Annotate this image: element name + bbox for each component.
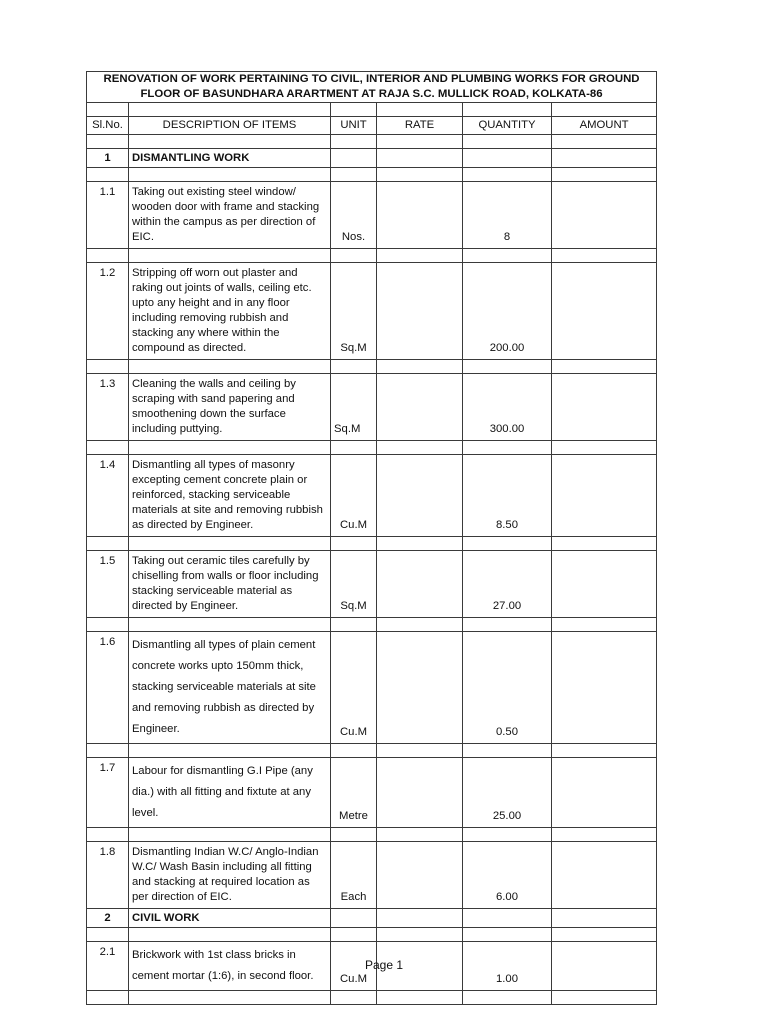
document-title: [87, 72, 657, 103]
header-rate: RATE: [377, 117, 463, 135]
item-unit: Nos.: [331, 182, 377, 249]
item-row-1-5: [87, 551, 657, 618]
spacer-row: [87, 249, 657, 263]
item-row-1-4: [87, 455, 657, 537]
header-description: DESCRIPTION OF ITEMS: [129, 117, 331, 135]
description-line: excepting cement concrete plain or: [132, 474, 308, 486]
section-row-civil: [87, 909, 657, 928]
spacer-row: [87, 537, 657, 551]
item-number: 1.4: [87, 455, 129, 537]
description-line: raking out joints of walls, ceiling etc.: [132, 282, 312, 294]
item-quantity: 200.00: [463, 263, 552, 360]
item-amount: [552, 182, 657, 249]
description-line: Labour for dismantling G.I Pipe (any: [132, 765, 313, 777]
description-line: Taking out ceramic tiles carefully by: [132, 555, 310, 567]
description-line: dia.) with all fitting and fixtute at any: [132, 786, 311, 798]
spacer-row: [87, 103, 657, 117]
item-amount: [552, 758, 657, 828]
description-line: as directed by Engineer.: [132, 519, 254, 531]
item-description: [129, 842, 331, 909]
description-line: materials at site and removing rubbish: [132, 504, 323, 516]
item-row-1-2: [87, 263, 657, 360]
bill-of-quantities-table: [86, 71, 657, 1005]
item-rate: [377, 551, 463, 618]
item-row-1-8: [87, 842, 657, 909]
spacer-row: [87, 991, 657, 1005]
spacer-row: [87, 135, 657, 149]
item-number: 1.7: [87, 758, 129, 828]
item-unit: Sq.M: [331, 551, 377, 618]
description-line: stacking serviceable material as: [132, 585, 293, 597]
item-number: 1.8: [87, 842, 129, 909]
section-title: CIVIL WORK: [129, 909, 331, 928]
item-number: 1.5: [87, 551, 129, 618]
item-rate: [377, 374, 463, 441]
item-row-1-7: [87, 758, 657, 828]
description-line: concrete works upto 150mm thick,: [132, 660, 304, 672]
spacer-row: [87, 618, 657, 632]
item-unit: Cu.M: [331, 455, 377, 537]
section-number: 1: [87, 149, 129, 168]
item-rate: [377, 263, 463, 360]
description-line: stacking any where within the: [132, 327, 280, 339]
description-line: reinforced, stacking serviceable: [132, 489, 291, 501]
description-line: within the campus as per direction of: [132, 216, 316, 228]
item-description: [129, 263, 331, 360]
description-line: smoothening down the surface: [132, 408, 286, 420]
title-line-2: FLOOR OF BASUNDHARA ARARTMENT AT RAJA S.C. MULLICK ROAD, KOLKATA-86: [140, 88, 603, 100]
description-line: Taking out existing steel window/: [132, 186, 296, 198]
item-description: [129, 632, 331, 744]
item-number: 1.2: [87, 263, 129, 360]
description-line: cement mortar (1:6), in second floor.: [132, 970, 314, 982]
item-quantity: 25.00: [463, 758, 552, 828]
item-description: [129, 551, 331, 618]
item-number: 1.3: [87, 374, 129, 441]
item-rate: [377, 455, 463, 537]
description-line: upto any height and in any floor: [132, 297, 290, 309]
spacer-row: [87, 168, 657, 182]
header-quantity: QUANTITY: [463, 117, 552, 135]
item-amount: [552, 263, 657, 360]
description-line: including removing rubbish and: [132, 312, 289, 324]
item-quantity: 27.00: [463, 551, 552, 618]
item-amount: [552, 374, 657, 441]
spacer-row: [87, 360, 657, 374]
header-slno: Sl.No.: [87, 117, 129, 135]
item-row-1-6: [87, 632, 657, 744]
item-amount: [552, 632, 657, 744]
description-line: Dismantling all types of masonry: [132, 459, 295, 471]
description-line: scraping with sand papering and: [132, 393, 295, 405]
item-row-1-3: [87, 374, 657, 441]
item-quantity: 300.00: [463, 374, 552, 441]
description-line: Dismantling all types of plain cement: [132, 639, 316, 651]
spacer-row: [87, 828, 657, 842]
item-number: 1.1: [87, 182, 129, 249]
header-amount: AMOUNT: [552, 117, 657, 135]
item-unit: Metre: [331, 758, 377, 828]
description-line: level.: [132, 807, 159, 819]
item-unit: Sq.M: [331, 263, 377, 360]
description-line: chiselling from walls or floor including: [132, 570, 319, 582]
item-rate: [377, 758, 463, 828]
description-line: W.C/ Wash Basin including all fitting: [132, 861, 312, 873]
item-description: [129, 455, 331, 537]
title-line-1: RENOVATION OF WORK PERTAINING TO CIVIL, INTERIOR AND PLUMBING WORKS FOR GROUND: [103, 73, 640, 85]
item-quantity: 1.00: [463, 942, 552, 991]
item-quantity: 8: [463, 182, 552, 249]
item-amount: [552, 842, 657, 909]
description-line: Engineer.: [132, 723, 180, 735]
header-unit: UNIT: [331, 117, 377, 135]
item-number: 1.6: [87, 632, 129, 744]
description-line: Brickwork with 1st class bricks in: [132, 949, 296, 961]
item-description: [129, 758, 331, 828]
item-quantity: 6.00: [463, 842, 552, 909]
description-line: compound as directed.: [132, 342, 247, 354]
item-rate: [377, 182, 463, 249]
item-unit: Cu.M: [331, 942, 377, 991]
item-unit: Sq.M: [331, 374, 377, 441]
section-number: 2: [87, 909, 129, 928]
spacer-row: [87, 928, 657, 942]
item-row-1-1: [87, 182, 657, 249]
item-amount: [552, 455, 657, 537]
description-line: Stripping off worn out plaster and: [132, 267, 298, 279]
description-line: per direction of EIC.: [132, 891, 232, 903]
description-line: and removing rubbish as directed by: [132, 702, 315, 714]
description-line: stacking serviceable materials at site: [132, 681, 316, 693]
description-line: Dismantling Indian W.C/ Anglo-Indian: [132, 846, 319, 858]
section-title: DISMANTLING WORK: [129, 149, 331, 168]
item-rate: [377, 842, 463, 909]
item-quantity: 0.50: [463, 632, 552, 744]
item-quantity: 8.50: [463, 455, 552, 537]
section-row-dismantling: [87, 149, 657, 168]
description-line: Cleaning the walls and ceiling by: [132, 378, 296, 390]
item-description: [129, 374, 331, 441]
item-description: [129, 182, 331, 249]
item-rate: [377, 632, 463, 744]
page-number: Page 1: [364, 958, 404, 972]
description-line: directed by Engineer.: [132, 600, 239, 612]
spacer-row: [87, 441, 657, 455]
item-amount: [552, 551, 657, 618]
item-unit: Each: [331, 842, 377, 909]
description-line: wooden door with frame and stacking: [132, 201, 320, 213]
title-row: [87, 72, 657, 103]
header-row: [87, 117, 657, 135]
spacer-row: [87, 744, 657, 758]
item-unit: Cu.M: [331, 632, 377, 744]
description-line: and stacking at required location as: [132, 876, 310, 888]
item-number: 2.1: [87, 942, 129, 991]
description-line: including puttying.: [132, 423, 223, 435]
description-line: EIC.: [132, 231, 154, 243]
